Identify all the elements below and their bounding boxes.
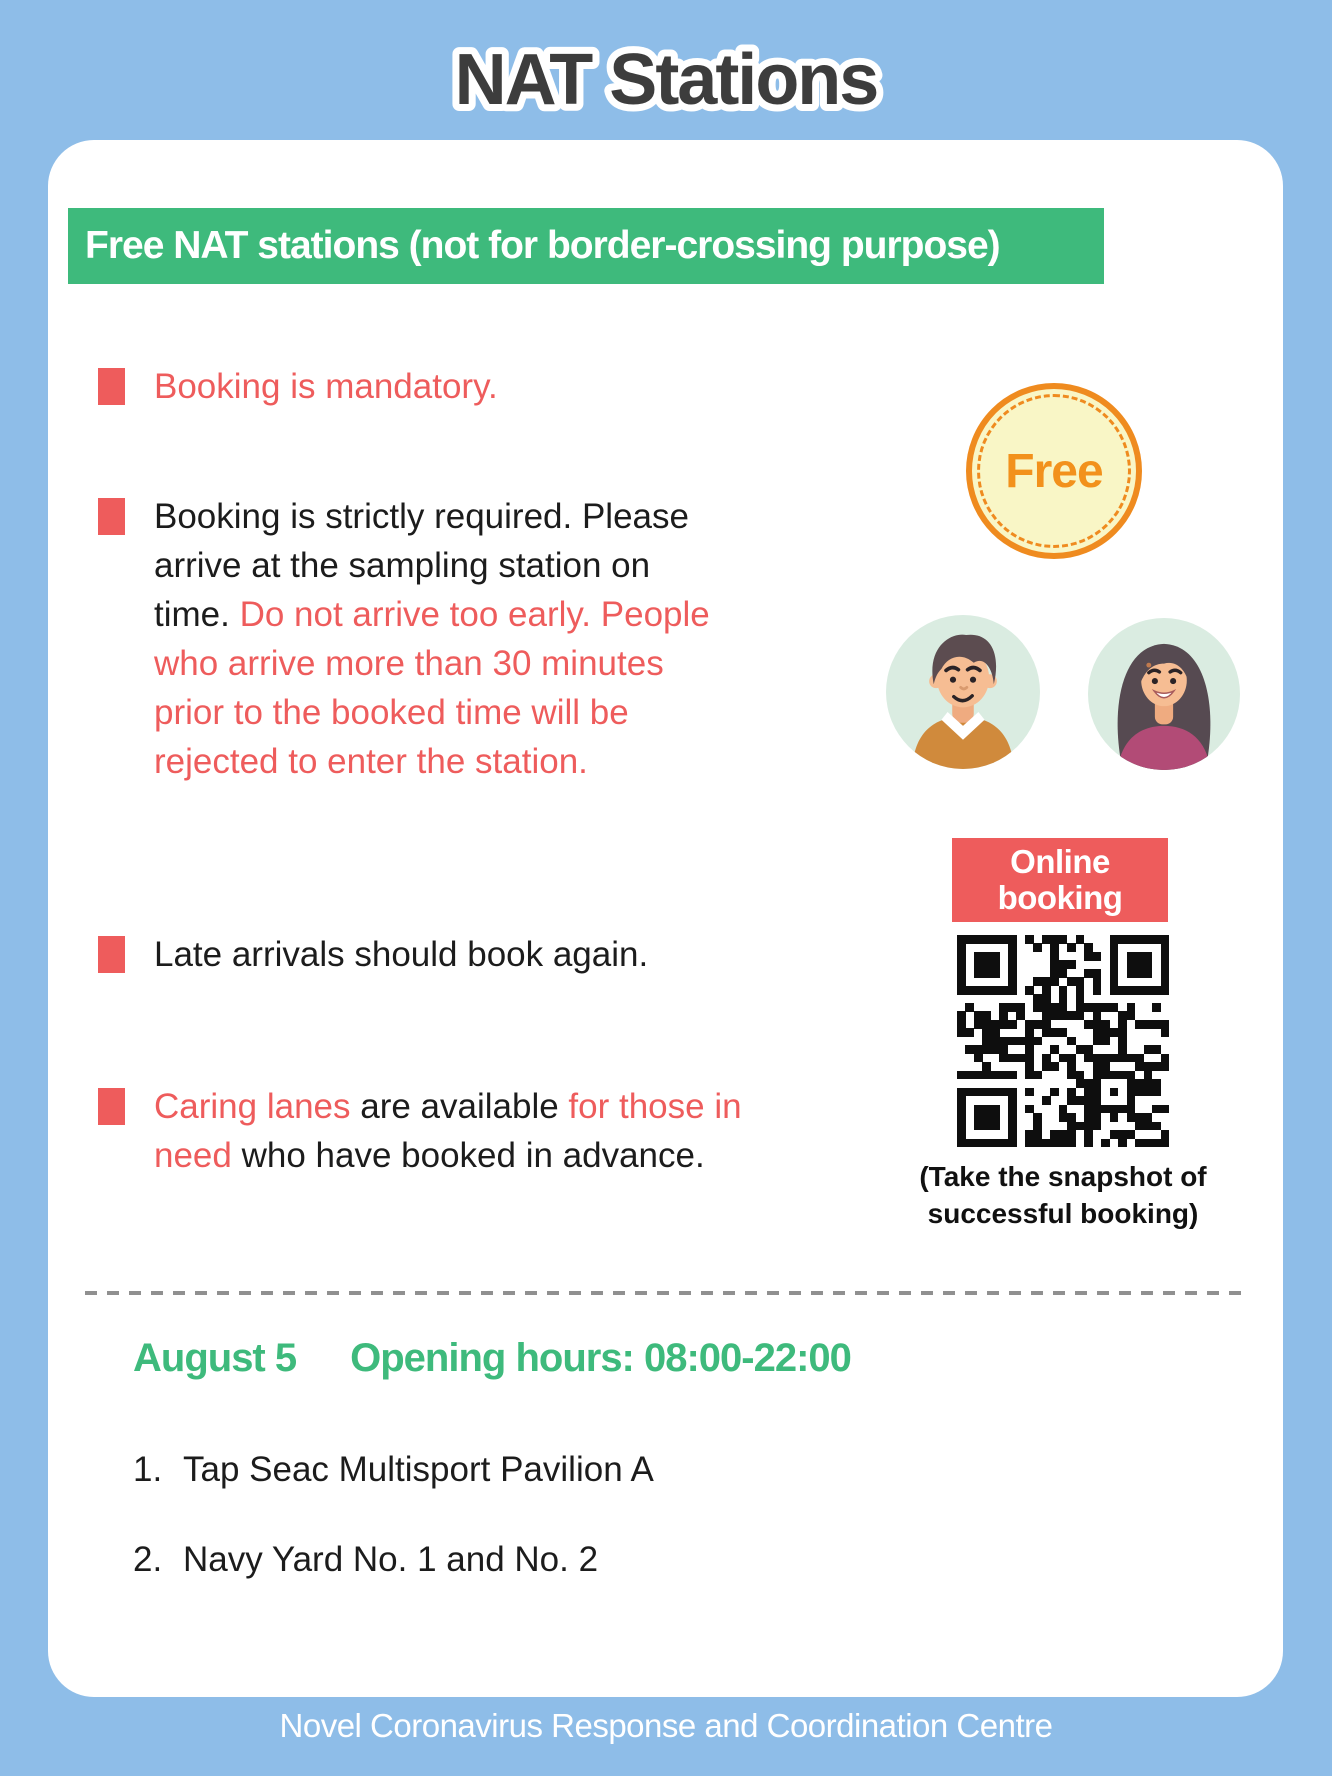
qr-caption-line2: successful booking) <box>927 1198 1199 1229</box>
free-badge-dashed-ring <box>977 394 1131 548</box>
red-square-bullet-icon <box>98 1088 125 1125</box>
content-card <box>48 140 1283 1697</box>
dashed-divider <box>85 1291 1249 1295</box>
bullet-text-red: Booking is mandatory. <box>154 367 498 406</box>
bullet-text-red: for those in need <box>154 1087 742 1175</box>
location-number: 2. <box>133 1540 163 1579</box>
online-booking-line2: booking <box>997 879 1123 916</box>
online-booking-label <box>952 838 1168 922</box>
bullet-text-black: Late arrivals should book again. <box>154 935 649 974</box>
bullet-caring-lanes <box>98 1082 814 1180</box>
online-booking-line1: Online <box>1010 843 1110 880</box>
woman-avatar-icon <box>1088 618 1240 770</box>
location-number: 1. <box>133 1450 163 1489</box>
red-square-bullet-icon <box>98 936 125 973</box>
qr-code <box>957 935 1169 1147</box>
location-item <box>133 1450 654 1490</box>
bullet-text-red: Do not arrive too early. People who arrive more than 30 minutes prior to the booked time will be rejected to enter the station. <box>154 595 710 781</box>
schedule-date: August 5 <box>133 1336 297 1380</box>
bullet-booking-mandatory <box>98 362 498 411</box>
free-badge-label: Free <box>1005 444 1103 498</box>
location-name: Navy Yard No. 1 and No. 2 <box>183 1540 599 1579</box>
qr-caption-line1: (Take the snapshot of <box>919 1161 1207 1192</box>
qr-caption <box>898 1158 1228 1232</box>
page-title: NAT Stations <box>454 40 878 120</box>
location-name: Tap Seac Multisport Pavilion A <box>183 1450 654 1489</box>
man-avatar-icon <box>886 615 1040 769</box>
schedule-heading <box>133 1336 851 1381</box>
red-square-bullet-icon <box>98 368 125 405</box>
section-banner: Free NAT stations (not for border-crossing purpose) <box>68 208 1104 284</box>
schedule-hours: Opening hours: 08:00-22:00 <box>350 1336 851 1380</box>
bullet-text-black: are available <box>350 1087 569 1126</box>
page-title-art <box>0 8 1332 138</box>
footer-text: Novel Coronavirus Response and Coordination Centre <box>279 1707 1053 1744</box>
free-badge <box>966 383 1142 559</box>
bullet-text-black: who have booked in advance. <box>231 1136 705 1175</box>
location-item <box>133 1540 598 1580</box>
bullet-late-arrivals <box>98 930 648 979</box>
bullet-text-black: Booking is strictly required. Please arrive at the sampling station on time. <box>154 497 689 634</box>
red-square-bullet-icon <box>98 498 125 535</box>
bullet-booking-required <box>98 492 734 786</box>
bullet-text-red: Caring lanes <box>154 1087 351 1126</box>
